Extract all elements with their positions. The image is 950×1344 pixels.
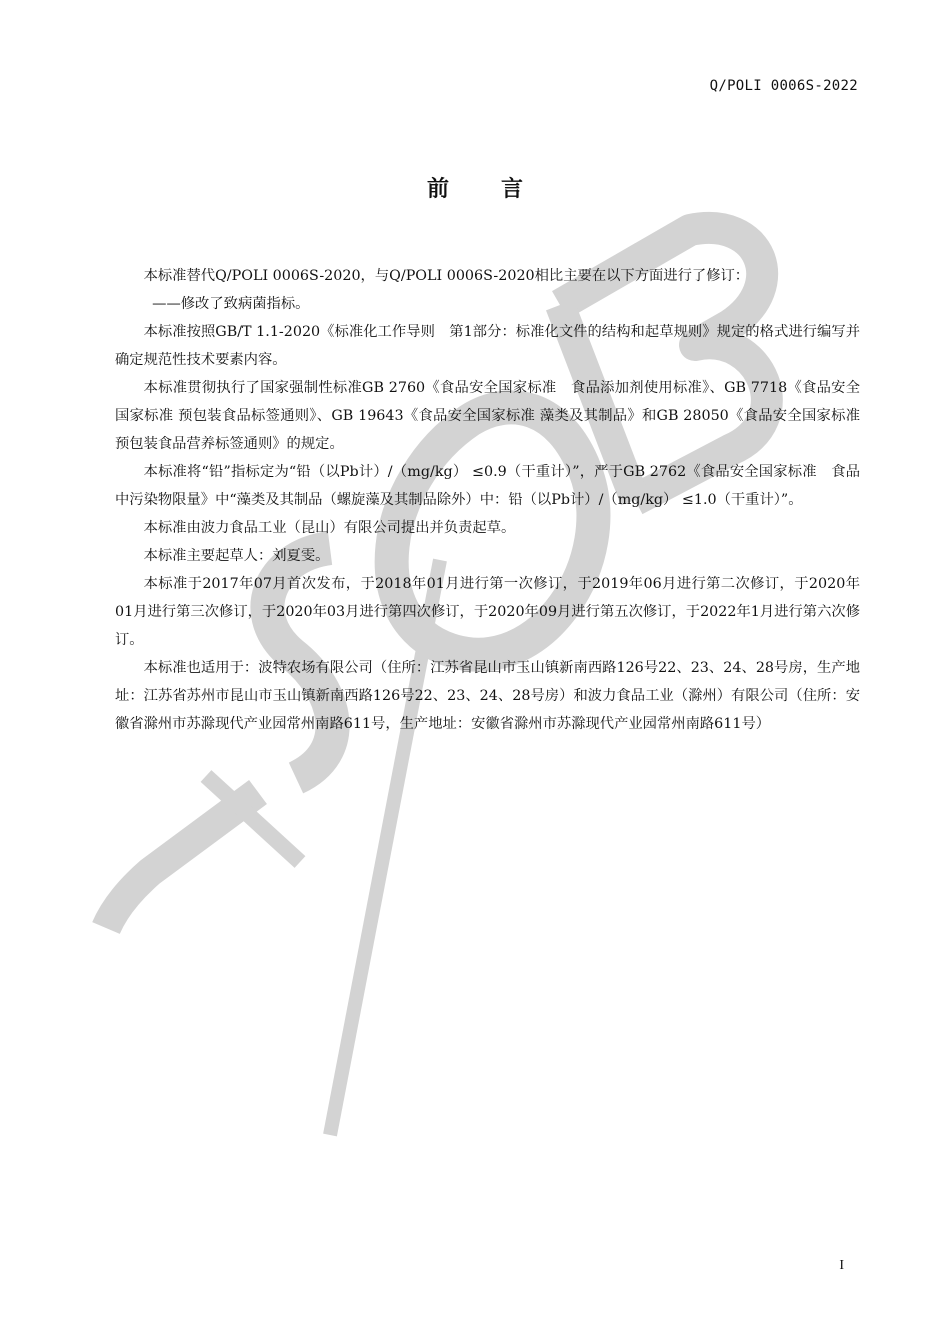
watermark-letter-j-cap (206, 776, 300, 862)
paragraph-proposer: 本标准由波力食品工业（昆山）有限公司提出并负责起草。 (143, 520, 516, 536)
paragraph-replacement: 本标准替代Q/POLI 0006S-2020，与Q/POLI 0006S-2020相比主要在以下方面进行了修订： (143, 268, 750, 284)
watermark-letter-j (106, 792, 258, 928)
paragraph-mandatory-standards: 本标准贯彻执行了国家强制性标准GB 2760《食品安全国家标准 食品添加剂使用标准》、GB 7718《食品安全国家标准 预包装食品标签通则》、GB 19643《食品安全国家标准 藻类及其制品》和GB 28050《食品安全国家标准 预包装食品营养标签通则》的规定。 (115, 380, 860, 452)
paragraph-drafting-rules: 本标准按照GB/T 1.1-2020《标准化工作导则 第1部分：标准化文件的结构和起草规则》规定的格式进行编写并确定规范性技术要素内容。 (115, 324, 860, 368)
page-number: I (839, 1258, 844, 1273)
page-title: 前言 (426, 177, 575, 202)
paragraph-revision-item: ——修改了致病菌指标。 (152, 296, 310, 312)
preface-body (115, 262, 860, 738)
paragraph-lead-limit: 本标准将“铅”指标定为“铅（以Pb计）/（mg/kg） ≤0.9（干重计）”，严于GB 2762《食品安全国家标准 食品中污染物限量》中“藻类及其制品（螺旋藻及其制品除外）中：铅（以Pb计）/（mg/kg） ≤1.0（干重计）”。 (115, 464, 860, 508)
document-code: Q/POLI 0006S-2022 (709, 78, 858, 94)
paragraph-drafter: 本标准主要起草人：刘夏雯。 (143, 548, 330, 564)
paragraph-applicability: 本标准也适用于：波特农场有限公司（住所：江苏省昆山市玉山镇新南西路126号22、23、24、28号房，生产地址：江苏省苏州市昆山市玉山镇新南西路126号22、23、24、28号房）和波力食品工业（滁州）有限公司（住所：安徽省滁州市苏滁现代产业园常州南路611号，生产地址：安徽省滁州市苏滁现代产业园常州南路611号） (115, 660, 860, 732)
paragraph-revision-history: 本标准于2017年07月首次发布，于2018年01月进行第一次修订，于2019年06月进行第二次修订，于2020年01月进行第三次修订，于2020年03月进行第四次修订，于2020年09月进行第五次修订，于2022年1月进行第六次修订。 (115, 576, 860, 648)
